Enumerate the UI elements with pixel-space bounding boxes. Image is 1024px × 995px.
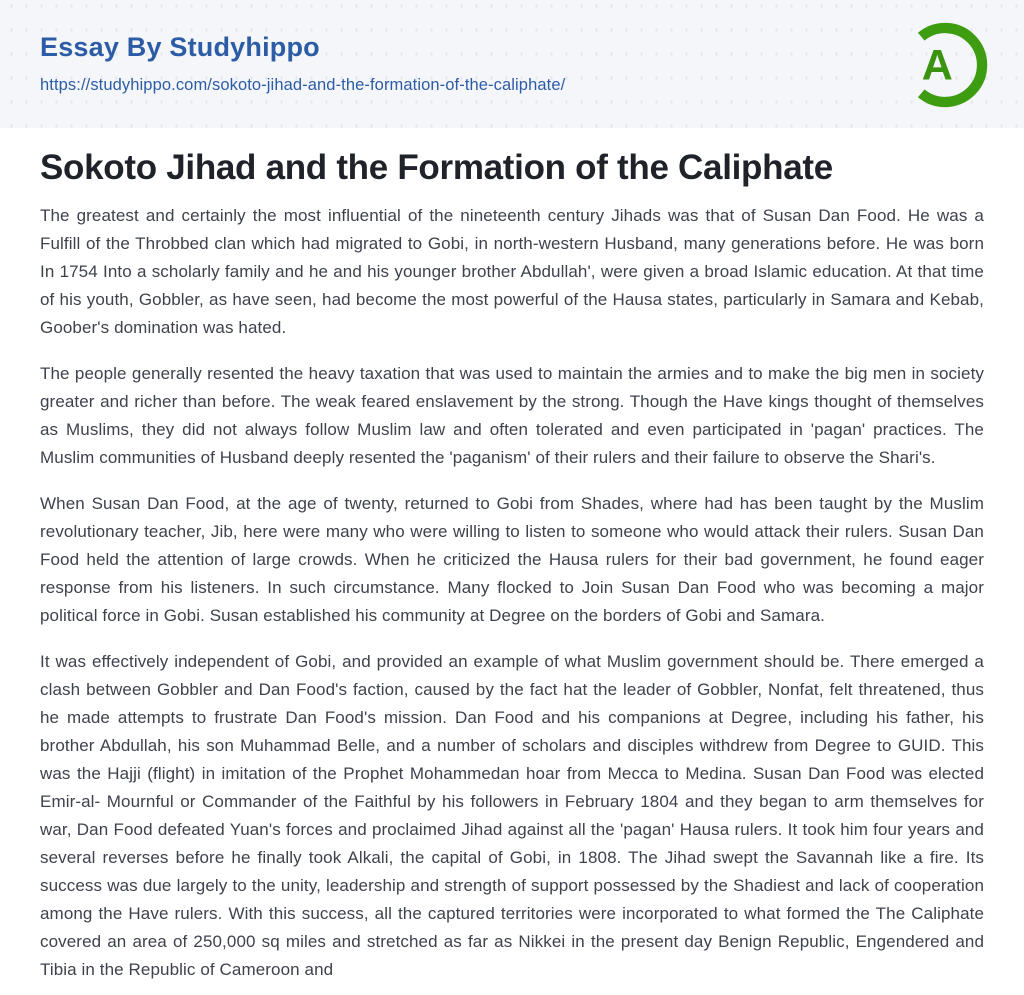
page-title: Sokoto Jihad and the Formation of the Caliphate <box>40 148 833 187</box>
logo-letter: A <box>921 41 953 90</box>
article-paragraph: It was effectively independent of Gobi, and provided an example of what Muslim government should be. There emerged a clash between Gobbler and Dan Food's faction, caused by the fact hat the leader of Gobbler, Nonfat, felt threatened, thus he made attempts to frustrate Dan Food's mission. Dan Food and his companions at Degree, including his father, his brother Abdullah, his son Muhammad Belle, and a number of scholars and disciples withdrew from Degree to GUID. This was the Hajji (flight) in imitation of the Prophet Mohammedan hoar from Mecca to Medina. Susan Dan Food was elected Emir-al- Mournful or Commander of the Faithful by his followers in February 1804 and they began to arm themselves for war, Dan Food defeated Yuan's forces and proclaimed Jihad against all the 'pagan' Hausa rulers. It took him four years and several reverses before he finally took Alkali, the capital of Gobi, in 1808. The Jihad swept the Savannah like a fire. Its success was due largely to the unity, leadership and strength of support possessed by the Shadiest and lack of cooperation among the Have rulers. With this success, all the captured territories were incorporated to what formed the The Caliphate covered an area of 250,000 sq miles and stretched as far as Nikkei in the present day Benign Republic, Engendered and Tibia in the Republic of Cameroon and <box>40 652 984 979</box>
brand-title: Essay By Studyhippo <box>40 32 320 63</box>
header-text-block <box>40 33 565 95</box>
article-paragraph: The people generally resented the heavy taxation that was used to maintain the armies and to make the big men in society greater and richer than before. The weak feared enslavement by the strong. Though the Have kings thought of themselves as Muslims, they did not always follow Muslim law and often tolerated and even participated in 'pagan' practices. The Muslim communities of Husband deeply resented the 'paganism' of their rulers and their failure to observe the Shari's. <box>40 364 984 467</box>
studyhippo-logo <box>902 22 988 108</box>
essay-url-link[interactable]: https://studyhippo.com/sokoto-jihad-and-the-formation-of-the-caliphate/ <box>40 75 566 94</box>
article-main <box>0 147 1024 984</box>
article-paragraph: The greatest and certainly the most influential of the nineteenth century Jihads was that of Susan Dan Food. He was a Fulfill of the Throbbed clan which had migrated to Gobi, in north-western Husband, many generations before. He was born In 1754 Into a scholarly family and he and his younger brother Abdullah', were given a broad Islamic education. At that time of his youth, Gobbler, as have seen, had become the most powerful of the Hausa states, particularly in Samara and Kebab, Goober's domination was hated. <box>40 206 984 337</box>
article-paragraph: When Susan Dan Food, at the age of twenty, returned to Gobi from Shades, where had has been taught by the Muslim revolutionary teacher, Jib, here were many who were willing to listen to someone who would attack their rulers. Susan Dan Food held the attention of large crowds. When he criticized the Hausa rulers for their bad government, he found eager response from his listeners. In such circumstance. Many flocked to Join Susan Dan Food who was becoming a major political force in Gobi. Susan established his community at Degree on the borders of Gobi and Samara. <box>40 494 984 625</box>
article-body <box>40 202 984 984</box>
page-header <box>0 0 1024 128</box>
